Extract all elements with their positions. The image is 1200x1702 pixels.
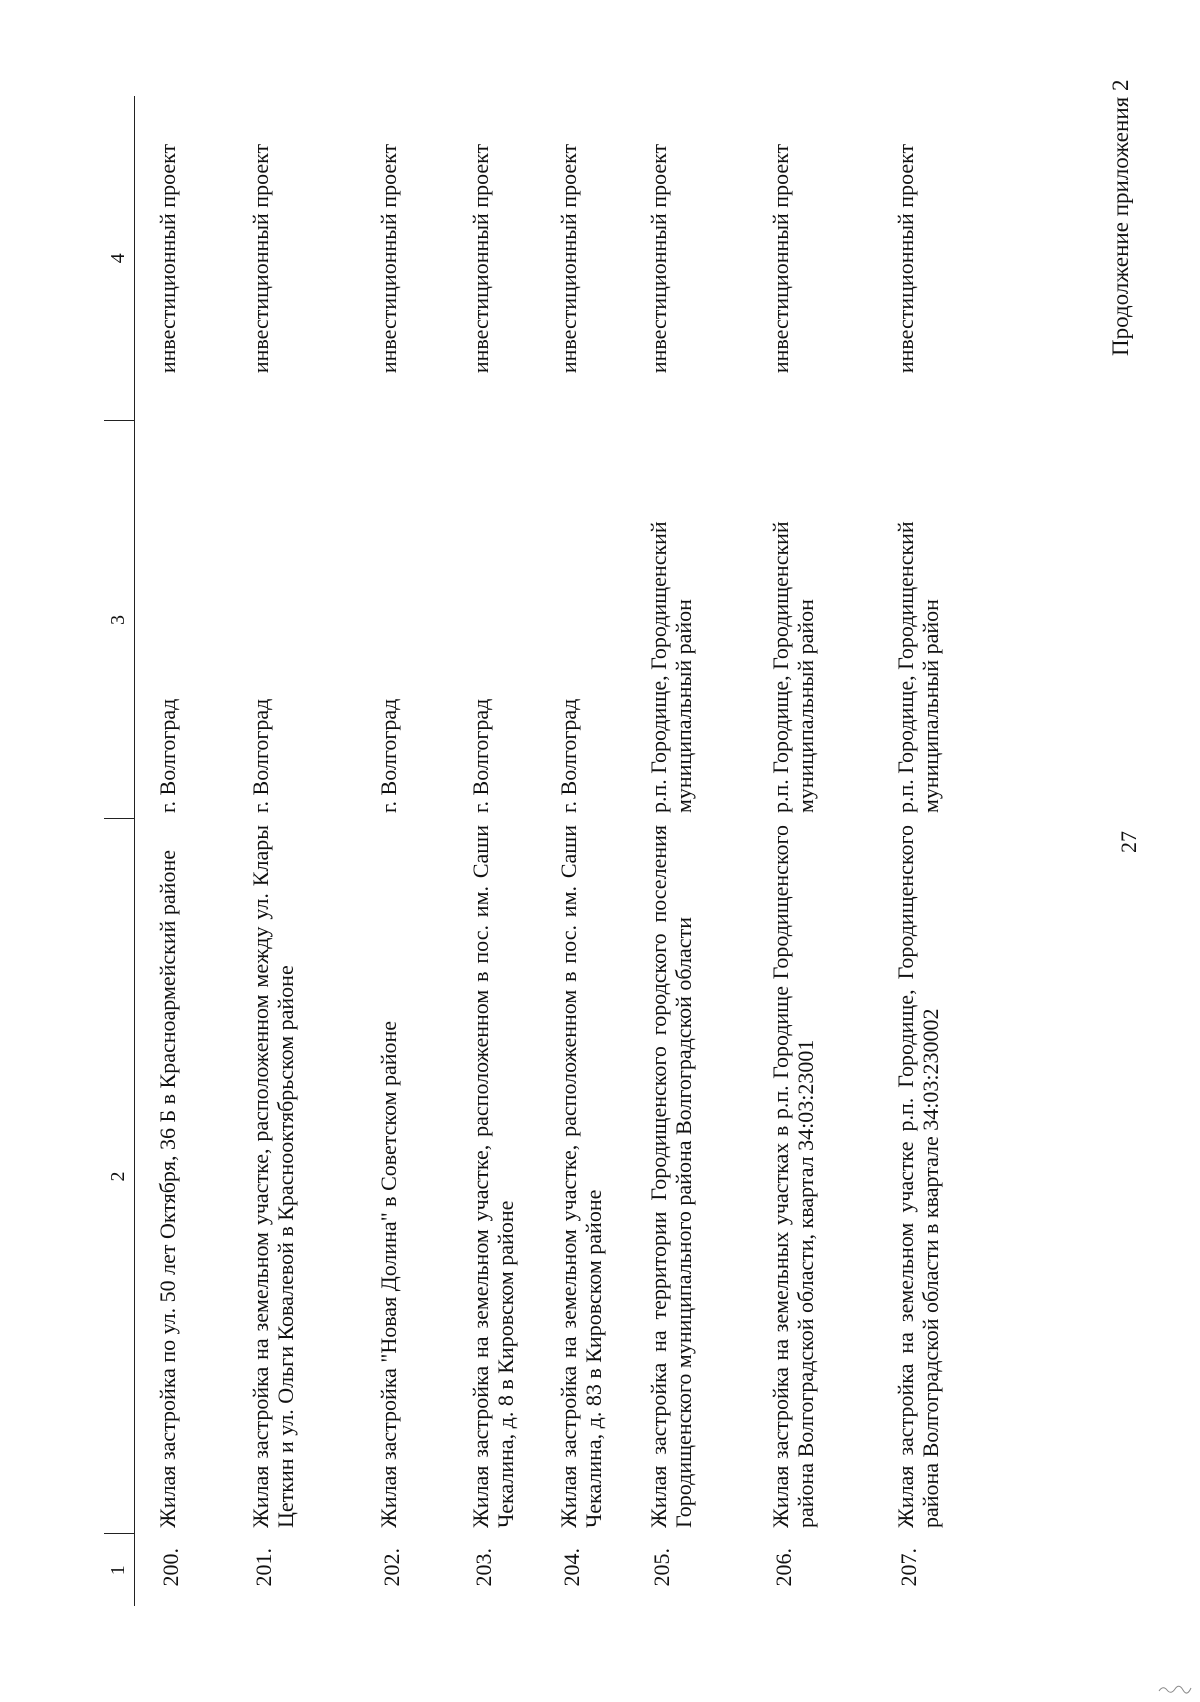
scan-mark-decoration xyxy=(1158,1683,1192,1695)
project-location: г. Волгоград xyxy=(555,698,581,813)
project-location: г. Волгоград xyxy=(247,698,273,813)
project-description: Жилая застройка по ул. 50 лет Октября, 36 Б в Красноармейский районе xyxy=(155,850,180,1528)
row-number: 203. xyxy=(470,1548,496,1587)
table-row xyxy=(748,96,873,1606)
table-row xyxy=(626,96,748,1606)
column-number: 2 xyxy=(104,819,135,1534)
table-row xyxy=(873,96,993,1606)
row-number: 207. xyxy=(895,1548,921,1587)
project-location: р.п. Городище, Городищенский муниципальный район xyxy=(767,521,819,813)
project-location: г. Волгоград xyxy=(375,698,401,813)
row-number: 201. xyxy=(250,1548,276,1587)
project-description: Жилая застройка на территории Городищенского городского поселения Городищенского муниципального района Волгоградской области xyxy=(645,825,697,1528)
project-type: инвестиционный проект xyxy=(375,143,401,374)
project-type: инвестиционный проект xyxy=(247,143,273,374)
project-type: инвестиционный проект xyxy=(892,143,918,374)
row-number: 206. xyxy=(770,1548,796,1587)
continuation-title: Продолжение приложения 2 xyxy=(1108,79,1133,356)
project-description: Жилая застройка на земельных участках в р.п. Городище Городищенского района Волгоградской области, квартал 34:03:23001 xyxy=(767,825,819,1528)
table-row xyxy=(536,96,626,1606)
project-type: инвестиционный проект xyxy=(555,143,581,374)
project-description: Жилая застройка "Новая Долина" в Советском районе xyxy=(375,1020,401,1528)
column-number: 4 xyxy=(104,96,135,421)
table-row xyxy=(448,96,536,1606)
project-type: инвестиционный проект xyxy=(767,143,793,374)
project-location: г. Волгоград xyxy=(467,698,493,813)
project-location: р.п. Городище, Городищенский муниципальный район xyxy=(645,521,697,813)
projects-table xyxy=(104,96,993,1606)
table-row xyxy=(135,96,228,1606)
project-description: Жилая застройка на земельном участке, расположенном между ул. Клары Цеткин и ул. Ольги Ковалевой в Краснооктябрьском районе xyxy=(247,825,299,1528)
project-type: инвестиционный проект xyxy=(467,143,493,374)
table-row xyxy=(228,96,356,1606)
row-number: 202. xyxy=(378,1548,404,1587)
project-type: инвестиционный проект xyxy=(645,143,671,374)
column-number: 3 xyxy=(104,421,135,819)
table-row xyxy=(356,96,448,1606)
row-number: 205. xyxy=(648,1548,674,1587)
project-description: Жилая застройка на земельном участке р.п. Городище, Городищенского района Волгоградской области в квартале 34:03:230002 xyxy=(892,825,944,1528)
project-location: г. Волгоград xyxy=(155,698,180,813)
project-description: Жилая застройка на земельном участке, расположенном в пос. им. Саши Чекалина, д. 83 в Кировском районе xyxy=(555,825,607,1528)
column-number-row xyxy=(104,96,135,1606)
row-number: 200. xyxy=(158,1548,183,1587)
project-description: Жилая застройка на земельном участке, расположенном в пос. им. Саши Чекалина, д. 8 в Кировском районе xyxy=(467,825,519,1528)
column-number: 1 xyxy=(104,1534,135,1606)
project-location: р.п. Городище, Городищенский муниципальный район xyxy=(892,521,944,813)
project-type: инвестиционный проект xyxy=(155,143,180,374)
page-number: 27 xyxy=(1116,831,1141,853)
row-number: 204. xyxy=(558,1548,584,1587)
